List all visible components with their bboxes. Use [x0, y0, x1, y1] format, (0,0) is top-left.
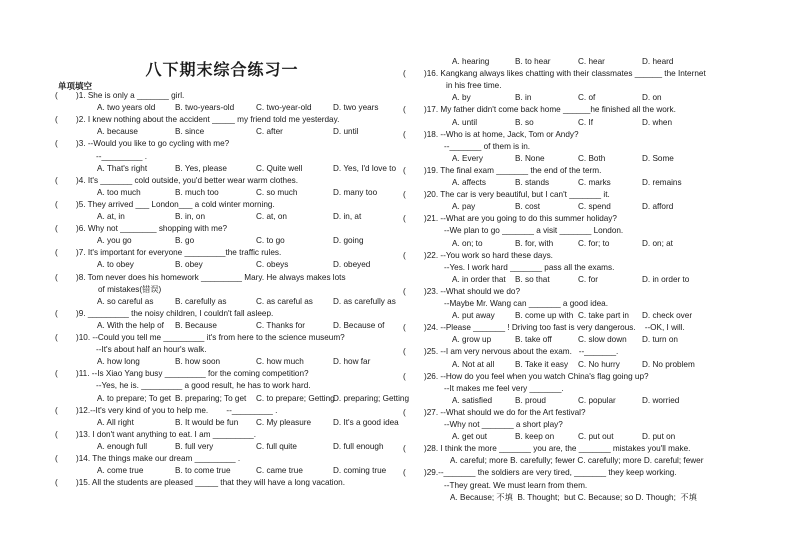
option-a: A. satisfied: [452, 395, 493, 405]
answer-paren: (: [55, 369, 58, 379]
answer-paren: (: [55, 91, 58, 100]
answer-paren: (: [403, 129, 406, 139]
option-d: D. Because of: [333, 320, 385, 330]
question-line: --Yes, he is. _________ a good result, he has to work hard.: [96, 381, 311, 391]
question-line: --We plan to go _______ a visit _______ London.: [444, 226, 624, 236]
question-stem: )27. --What should we do for the Art festival?: [424, 407, 586, 417]
option-a: A. until: [452, 117, 478, 127]
option-a: A. on; to: [452, 238, 483, 248]
option-d: D. afford: [642, 202, 674, 212]
option-c: C. to prepare; Getting: [256, 393, 335, 403]
option-d: D. in order to: [642, 274, 690, 284]
option-c: C. My pleasure: [256, 417, 312, 427]
question-line: --_______ of them is in.: [444, 141, 531, 151]
option-b: B. It would be fun: [175, 417, 239, 427]
option-d: D. turn on: [642, 335, 678, 345]
option-b: B. keep on: [515, 432, 555, 442]
option-c: C. put out: [578, 432, 614, 442]
answer-paren: (: [403, 69, 406, 79]
option-b: B. preparing; To get: [175, 393, 247, 403]
question-line: of mistakes(错误): [98, 284, 162, 294]
question-line: --It's about half an hour's walk.: [96, 345, 207, 355]
option-a: A. because: [97, 127, 138, 137]
answer-paren: (: [55, 333, 58, 342]
option-b: B. obey: [175, 260, 203, 270]
answer-paren: (: [403, 286, 406, 296]
option-d: D. on; at: [642, 238, 673, 248]
question-stem: )14. The things make our dream _________ .: [76, 454, 241, 463]
answer-paren: (: [403, 468, 406, 478]
option-row: A. careful; more B. carefully; fewer C. carefully; more D. careful; fewer: [450, 456, 704, 466]
question-stem: )13. I don't want anything to eat. I am _________.: [76, 429, 256, 439]
option-d: D. as carefully as: [333, 296, 396, 306]
answer-paren: (: [403, 190, 406, 200]
option-b: B. so: [515, 117, 534, 127]
answer-paren: (: [55, 429, 58, 439]
option-c: C. If: [578, 117, 594, 127]
option-b: B. so that: [515, 274, 550, 284]
option-a: A. pay: [452, 202, 476, 212]
option-c: C. at, on: [256, 212, 287, 221]
question-stem: )25. --I am very nervous about the exam. --_______.: [424, 347, 619, 357]
question-line: --Maybe Mr. Wang can _______ a good idea.: [444, 299, 609, 308]
option-b: B. carefully as: [175, 296, 227, 306]
answer-paren: (: [403, 444, 406, 454]
option-d: D. on: [642, 93, 662, 103]
option-d: D. coming true: [333, 466, 387, 476]
option-d: D. going: [333, 236, 364, 246]
option-a: A. in order that: [452, 274, 506, 284]
option-d: D. obeyed: [333, 260, 371, 270]
option-d: D. preparing; Getting: [333, 393, 410, 403]
option-a: A. you go: [97, 236, 132, 246]
option-b: B. None: [515, 153, 545, 163]
question-stem: )11. --Is Xiao Yang busy _________ for the coming competition?: [76, 369, 309, 379]
option-b: B. in: [515, 93, 532, 103]
option-c: C. popular: [578, 395, 616, 405]
question-line: --Yes. I work hard _______ pass all the exams.: [444, 262, 615, 272]
option-a: A. to prepare; To get: [97, 393, 172, 403]
option-a: A. All right: [97, 417, 134, 427]
answer-paren: (: [403, 165, 406, 175]
option-b: B. for, with: [515, 238, 554, 248]
option-b: B. Because: [175, 320, 217, 330]
option-d: D. when: [642, 117, 673, 127]
answer-paren: (: [403, 407, 406, 417]
answer-paren: (: [55, 308, 58, 318]
question-stem: )17. My father didn't come back home ______he finished all the work.: [424, 105, 676, 115]
option-b: B. come up with: [515, 311, 574, 321]
option-c: C. hear: [578, 57, 605, 66]
question-stem: )18. --Who is at home, Jack, Tom or Andy?: [424, 129, 579, 139]
option-b: B. much too: [175, 187, 219, 197]
option-c: C. two-year-old: [256, 103, 312, 113]
option-a: A. so careful as: [97, 296, 154, 306]
page-title: 八下期末综合练习一: [145, 60, 299, 79]
option-d: D. two years: [333, 103, 379, 113]
answer-paren: (: [55, 115, 58, 125]
option-a: A. come true: [97, 466, 144, 476]
question-stem: )2. I knew nothing about the accident _____ my friend told me yesterday.: [76, 115, 340, 125]
option-a: A. affects: [452, 178, 486, 187]
question-line: --It makes me feel very _______.: [444, 383, 564, 393]
answer-paren: (: [403, 323, 406, 333]
section-heading: 单项填空: [58, 81, 93, 91]
answer-paren: (: [55, 405, 58, 415]
option-c: C. full quite: [256, 441, 297, 451]
question-stem: )5. They arrived ___ London___ a cold winter morning.: [76, 199, 275, 209]
option-a: A. enough full: [97, 441, 148, 451]
option-c: C. to go: [256, 236, 285, 246]
option-b: B. go: [175, 236, 195, 246]
option-a: A. Not at all: [452, 359, 495, 369]
option-d: D. worried: [642, 395, 680, 405]
option-b: B. full very: [175, 441, 214, 451]
question-line: in his free time.: [446, 81, 502, 91]
question-stem: )15. All the students are pleased _____ that they will have a long vacation.: [76, 478, 345, 488]
answer-paren: (: [55, 199, 58, 209]
option-c: C. Thanks for: [256, 320, 305, 330]
option-a: A. how long: [97, 357, 140, 367]
question-line: --They great. We must learn from them.: [444, 480, 588, 490]
question-stem: )9. _________ the noisy children, I couldn't fall asleep.: [76, 308, 274, 318]
option-c: C. after: [256, 127, 283, 137]
question-stem: )8. Tom never does his homework _________ Mary. He always makes lots: [76, 272, 346, 282]
option-c: C. Both: [578, 153, 606, 163]
option-c: C. for: [578, 274, 599, 284]
answer-paren: (: [55, 224, 58, 234]
option-d: D. It's a good idea: [333, 417, 399, 427]
option-c: C. spend: [578, 202, 611, 212]
question-stem: )24. --Please _______ ! Driving too fast is very dangerous. --OK, I will.: [424, 323, 685, 333]
option-a: A. by: [452, 93, 471, 103]
option-b: B. Take it easy: [515, 359, 569, 369]
option-c: C. of: [578, 93, 596, 103]
question-stem: )4. It's _______ cold outside, you'd better wear warm clothes.: [76, 175, 299, 185]
option-d: D. heard: [642, 57, 674, 66]
question-stem: )10. --Could you tell me _________ it's from here to the science museum?: [76, 333, 345, 342]
option-c: C. as careful as: [256, 296, 313, 306]
option-a: A. too much: [97, 187, 141, 197]
option-b: B. to hear: [515, 57, 551, 66]
option-c: C. Quite well: [256, 163, 303, 173]
option-d: D. check over: [642, 311, 693, 321]
option-a: A. grow up: [452, 335, 492, 345]
option-d: D. how far: [333, 357, 371, 367]
option-b: B. take off: [515, 335, 552, 345]
option-b: B. cost: [515, 202, 541, 212]
option-c: C. obeys: [256, 260, 289, 270]
question-stem: )23. --What should we do?: [424, 286, 521, 296]
option-b: B. how soon: [175, 357, 221, 367]
question-stem: )20. The car is very beautiful, but I can't _______ it.: [424, 190, 610, 200]
question-stem: )3. --Would you like to go cycling with me?: [76, 139, 230, 149]
answer-paren: (: [55, 248, 58, 258]
option-a: A. With the help of: [97, 320, 164, 330]
option-d: D. Yes, I'd love to: [333, 163, 397, 173]
question-stem: )26. --How do you feel when you watch China's flag going up?: [424, 371, 649, 381]
option-d: D. in, at: [333, 212, 362, 221]
answer-paren: (: [403, 214, 406, 224]
option-d: D. until: [333, 127, 359, 137]
question-stem: )1. She is only a _______ girl.: [76, 91, 185, 100]
question-stem: )16. Kangkang always likes chatting with their classmates ______ the Internet: [424, 69, 706, 79]
answer-paren: (: [55, 478, 58, 488]
option-a: A. to obey: [97, 260, 134, 270]
option-c: C. take part in: [578, 311, 629, 321]
option-d: D. put on: [642, 432, 676, 442]
option-d: D. many too: [333, 187, 378, 197]
option-a: A. Every: [452, 153, 483, 163]
answer-paren: (: [55, 272, 58, 282]
answer-paren: (: [55, 139, 58, 149]
question-stem: )21. --What are you going to do this summer holiday?: [424, 214, 617, 224]
answer-paren: (: [403, 105, 406, 115]
option-d: D. full enough: [333, 441, 384, 451]
question-stem: )12.--It's very kind of you to help me. --_________ .: [76, 405, 278, 415]
option-b: B. proud: [515, 395, 546, 405]
option-d: D. Some: [642, 153, 674, 163]
option-a: A. get out: [452, 432, 488, 442]
option-a: A. two years old: [97, 103, 156, 113]
question-stem: )19. The final exam _______ the end of the term.: [424, 165, 602, 175]
question-stem: )7. It's important for everyone _________the traffic rules.: [76, 248, 282, 258]
question-line: --Why not _______ a short play?: [444, 420, 563, 429]
option-c: C. how much: [256, 357, 304, 367]
option-d: D. remains: [642, 178, 682, 187]
option-c: C. so much: [256, 187, 298, 197]
question-line: --_________ .: [96, 151, 147, 161]
option-a: A. at, in: [97, 212, 125, 221]
option-b: B. two-years-old: [175, 103, 235, 113]
question-stem: )29.--_______ the soldiers are very tired, _______ they keep working.: [424, 468, 677, 478]
option-b: B. stands: [515, 178, 550, 187]
option-c: C. marks: [578, 178, 611, 187]
option-c: C. slow down: [578, 335, 627, 345]
option-b: B. to come true: [175, 466, 231, 476]
answer-paren: (: [403, 347, 406, 357]
question-stem: )28. I think the more _______ you are, the _______ mistakes you'll make.: [424, 444, 691, 454]
option-b: B. since: [175, 127, 205, 137]
answer-paren: (: [403, 250, 406, 260]
option-b: B. in, on: [175, 212, 206, 221]
option-c: C. No hurry: [578, 359, 620, 369]
option-c: C. came true: [256, 466, 303, 476]
option-c: C. for; to: [578, 238, 610, 248]
answer-paren: (: [403, 371, 406, 381]
question-stem: )6. Why not ________ shopping with me?: [76, 224, 228, 234]
option-row: A. Because; 不填 B. Thought; but C. Because; so D. Though; 不填: [450, 492, 697, 502]
option-d: D. No problem: [642, 359, 695, 369]
option-a: A. put away: [452, 311, 495, 321]
answer-paren: (: [55, 175, 58, 185]
option-a: A. hearing: [452, 57, 490, 66]
answer-paren: (: [55, 454, 58, 463]
option-a: A. That's right: [97, 163, 148, 173]
option-b: B. Yes, please: [175, 163, 227, 173]
question-stem: )22. --You work so hard these days.: [424, 250, 553, 260]
